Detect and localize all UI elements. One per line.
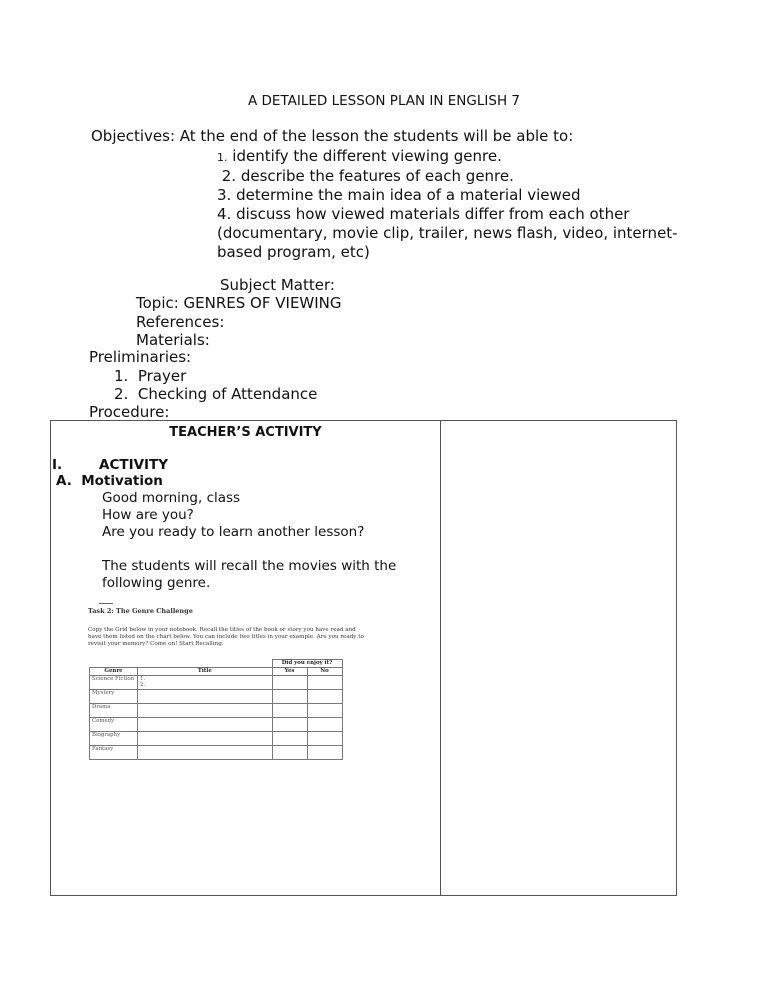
teacher-line: The students will recall the movies with the xyxy=(102,558,397,574)
worksheet-grid xyxy=(89,659,343,760)
objective-item: 4. discuss how viewed materials differ from each other xyxy=(217,205,630,223)
genre-row xyxy=(90,690,343,704)
section-title: ACTIVITY xyxy=(99,457,169,473)
teacher-line: following genre. xyxy=(102,575,211,591)
teacher-line: How are you? xyxy=(102,507,194,523)
genre-cell: Comedy xyxy=(90,718,138,732)
subsection-title: A. Motivation xyxy=(56,473,163,489)
worksheet-title: Task 2: The Genre Challenge xyxy=(88,607,193,615)
genre-row xyxy=(90,732,343,746)
preliminary-item: 2. Checking of Attendance xyxy=(114,385,318,403)
genre-cell: Drama xyxy=(90,704,138,718)
procedure-heading: Procedure: xyxy=(89,403,170,421)
genre-row xyxy=(90,746,343,760)
section-number: I. xyxy=(52,457,63,473)
objective-item: 3. determine the main idea of a material viewed xyxy=(217,186,581,204)
no-header: No xyxy=(307,668,342,676)
title-header: Title xyxy=(138,668,273,676)
genre-cell: Mystery xyxy=(90,690,138,704)
objective-item: 2. describe the features of each genre. xyxy=(217,167,514,185)
genre-cell: Fantasy xyxy=(90,746,138,760)
genre-header: Genre xyxy=(90,668,138,676)
column-divider xyxy=(440,421,441,895)
lesson-plan-title: A DETAILED LESSON PLAN IN ENGLISH 7 xyxy=(248,93,520,109)
preliminary-item: 1. Prayer xyxy=(114,367,187,385)
materials-line: Materials: xyxy=(136,331,210,349)
objectives-list xyxy=(217,147,678,262)
preliminaries-heading: Preliminaries: xyxy=(89,348,192,366)
genre-row xyxy=(90,718,343,732)
subject-matter-heading: Subject Matter: xyxy=(220,276,335,294)
genre-cell: Biography xyxy=(90,732,138,746)
genre-row xyxy=(90,704,343,718)
references-line: References: xyxy=(136,313,225,331)
objective-item xyxy=(217,147,678,167)
topic-line: Topic: GENRES OF VIEWING xyxy=(136,294,342,312)
title-cell: 1. 2. xyxy=(138,676,273,690)
teacher-line: Are you ready to learn another lesson? xyxy=(102,524,365,540)
objective-text: identify the different viewing genre. xyxy=(232,147,502,165)
genre-cell: Science Fiction xyxy=(90,676,138,690)
worksheet-mark xyxy=(99,603,113,604)
objective-number: 1. xyxy=(217,151,228,164)
objective-item-continued: based program, etc) xyxy=(217,243,370,261)
genre-challenge-worksheet xyxy=(85,603,367,765)
worksheet-instructions: Copy the Grid below in your notebook. Recall the titles of the book or story you have read and have them listed on the chart below. You can include two titles in your example. Are you ready to revisit your memory? Come on! Start Recalling. xyxy=(88,627,364,647)
objectives-heading: Objectives: At the end of the lesson the students will be able to: xyxy=(91,127,574,145)
genre-row xyxy=(90,676,343,690)
teacher-activity-header: TEACHER’S ACTIVITY xyxy=(169,425,322,440)
teacher-line: Good morning, class xyxy=(102,490,241,506)
enjoy-header: Did you enjoy it? xyxy=(272,660,342,668)
yes-header: Yes xyxy=(272,668,307,676)
objective-item-continued: (documentary, movie clip, trailer, news flash, video, internet- xyxy=(217,224,678,242)
